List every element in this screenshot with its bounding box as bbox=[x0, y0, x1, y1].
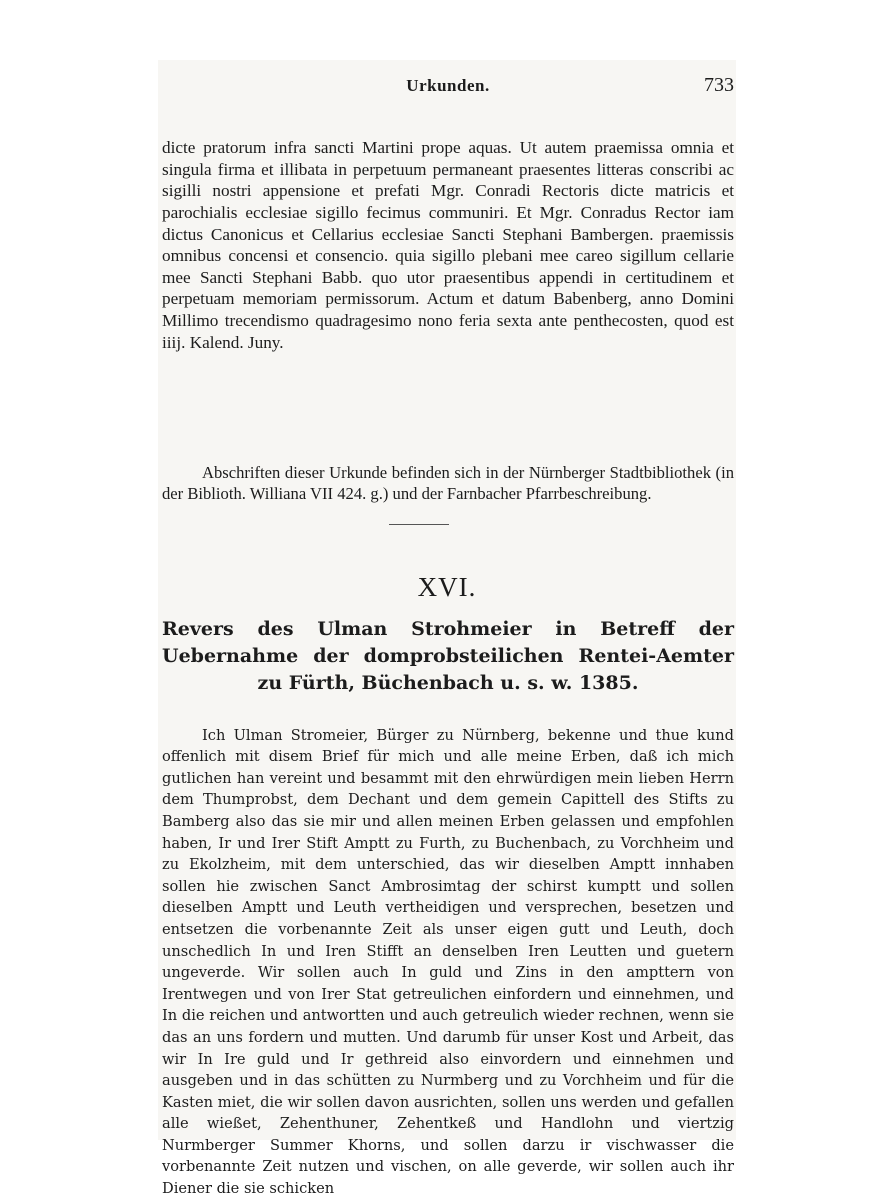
section-divider bbox=[389, 524, 449, 525]
running-head: Urkunden. bbox=[406, 76, 490, 95]
section-title: Revers des Ulman Strohmeier in Betreff der Uebernahme der domprobsteilichen Rentei-Aemter zu Fürth, Büchenbach u. s. w. 1385. bbox=[162, 618, 734, 694]
section-number: XVI. bbox=[417, 572, 477, 602]
source-note: Abschriften dieser Urkunde befinden sich in der Nürnberger Stadtbibliothek (in der Biblioth. Williana VII 424. g.) und der Farnbacher Pfarrbeschreibung. bbox=[162, 462, 734, 504]
page-number: 733 bbox=[704, 74, 734, 96]
charter-body-text: Ich Ulman Stromeier, Bürger zu Nürnberg, bekenne und thue kund offenlich mit disem Brief für mich und alle meine Erben, daß ich mich gutlichen han vereint und besammt mit den ehrwürdigen mein lieben Herrn dem Thumprobst, dem Dechant und dem gemein Capittell des Stifts zu Bamberg also das sie mir und allen meinen Erben gelassen und empfohlen haben, Ir und Irer Stift Amptt zu Furth, zu Buchenbach, zu Vorchheim und zu Ekolzheim, mit dem unterschied, das wir dieselben Amptt innhaben sollen hie zwischen Sanct Ambrosimtag der schirst kumptt und sollen dieselben Amptt und Leuth vertheidigen und versprechen, besetzen und entsetzen die vorbenannte Zeit als unser eigen gutt und Leuth, doch unschedlich In und Iren Stifft an denselben Iren Leutten und guetern ungeverde. Wir sollen auch In guld und Zins in den ampttern von Irentwegen und von Irer Stat getreulichen einfordern und einnehmen, und In die reichen und antwortten und auch getreulich wieder rechnen, wenn sie das an uns fordern und mutten. Und darumb für unser Kost und Arbeit, das wir In Ire guld und Ir gethreid also einvordern und einnehmen und ausgeben und in das schütten zu Nurmberg und zu Vorchheim und für die Kasten miet, die wir sollen davon ausrichten, sollen uns werden und gefallen alle wießet, Zehenthuner, Zehentkeß und Handlohn und viertzig Nurmberger Summer Khorns, und sollen darzu ir vischwasser die vorbenannte Zeit nutzen und vischen, on alle geverde, wir sollen auch ihr Diener die sie schicken bbox=[162, 726, 734, 1198]
book-page bbox=[158, 60, 736, 1198]
page-header bbox=[162, 76, 734, 100]
latin-charter-text: dicte pratorum infra sancti Martini prope aquas. Ut autem praemissa omnia et singula firma et illibata in perpetuum permaneant praesentes litteras conscribi ac sigilli nostri appensione et prefati Mgr. Conradi Rectoris dicte matricis et parochialis ecclesiae sigillo fecimus communiri. Et Mgr. Conradus Rector iam dictus Canonicus et Cellarius ecclesiae Sancti Stephani Bambergen. praemissis omnibus concensi et consencio. quia sigillo plebani mee careo sigillum cellarie mee Sancti Stephani Babb. quo utor praesentibus appendi in certitudinem et perpetuam memoriam permissorum. Actum et datum Babenberg, anno Domini Millimo trecendismo quadragesimo nono feria sexta ante penthecosten, quod est iiij. Kalend. Juny. bbox=[162, 138, 734, 352]
